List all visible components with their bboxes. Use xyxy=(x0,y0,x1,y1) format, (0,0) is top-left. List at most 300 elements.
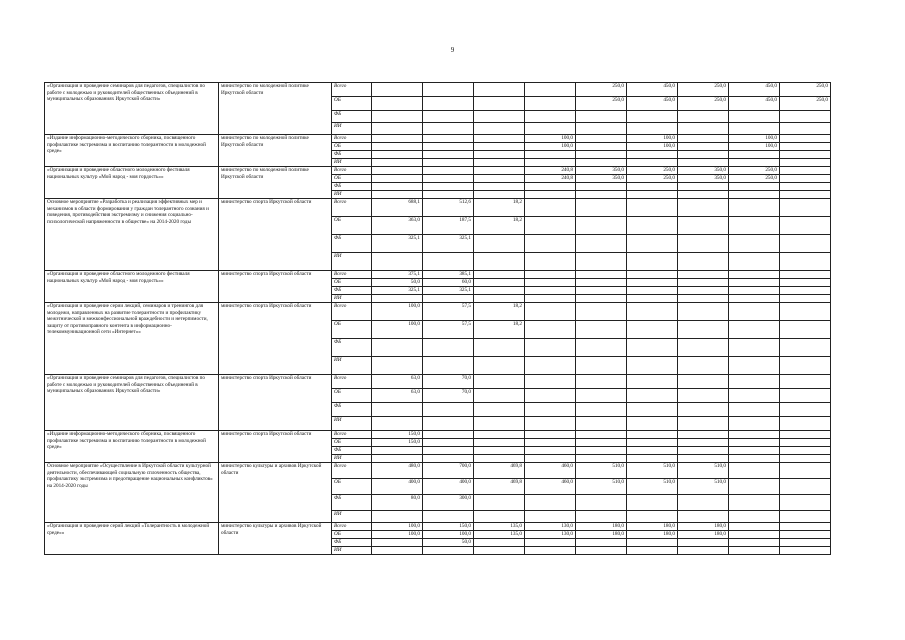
amount-cell xyxy=(576,455,627,463)
amount-cell xyxy=(678,321,729,339)
event-name-cell xyxy=(45,463,219,523)
amount-cell xyxy=(423,439,474,447)
amount-cell xyxy=(780,175,831,183)
amount-cell xyxy=(372,159,423,167)
amount-cell: 469,8 xyxy=(474,463,525,479)
funding-source-label: ФБ xyxy=(332,235,372,253)
funding-source-label: Всего xyxy=(332,83,372,97)
amount-cell xyxy=(576,547,627,555)
amount-cell: 135,0 xyxy=(474,523,525,531)
amount-cell xyxy=(372,403,423,417)
funding-source-label: Всего xyxy=(332,375,372,389)
amount-cell: 130,0 xyxy=(525,523,576,531)
amount-cell: 180,0 xyxy=(576,523,627,531)
amount-cell xyxy=(678,303,729,321)
amount-cell xyxy=(729,253,780,271)
amount-cell xyxy=(627,339,678,357)
amount-cell xyxy=(474,167,525,175)
amount-cell xyxy=(372,539,423,547)
amount-cell: 250,0 xyxy=(729,175,780,183)
amount-cell: 325,1 xyxy=(423,287,474,295)
amount-cell xyxy=(423,159,474,167)
funding-source-label: ОБ xyxy=(332,531,372,539)
amount-cell xyxy=(474,253,525,271)
funding-source-label: ОБ xyxy=(332,439,372,447)
amount-cell xyxy=(576,539,627,547)
event-name: «Организация и проведение серии лекций, семинаров и тренингов для молодежи, направленных на развитие толерантности и профилактику межэтнической и межконфессиональной враждебности и нетерпимости, защиту от противоправного контента в информационно-телекоммуникационной сети «Интернет»» xyxy=(47,303,208,335)
table-row xyxy=(45,375,831,389)
amount-cell: 187,5 xyxy=(423,217,474,235)
amount-cell xyxy=(525,217,576,235)
amount-cell xyxy=(423,511,474,523)
amount-cell: 325,1 xyxy=(372,287,423,295)
amount-cell xyxy=(627,183,678,191)
amount-cell xyxy=(474,455,525,463)
amount-cell: 130,0 xyxy=(525,531,576,539)
amount-cell xyxy=(780,235,831,253)
amount-cell: 250,0 xyxy=(780,97,831,111)
funding-source-label: Всего xyxy=(332,199,372,217)
amount-cell xyxy=(729,389,780,403)
amount-cell xyxy=(423,143,474,151)
amount-cell: 450,0 xyxy=(729,97,780,111)
amount-cell xyxy=(576,235,627,253)
amount-cell xyxy=(678,191,729,199)
amount-cell xyxy=(780,403,831,417)
amount-cell xyxy=(627,235,678,253)
amount-cell xyxy=(525,111,576,123)
amount-cell xyxy=(627,389,678,403)
amount-cell xyxy=(525,321,576,339)
amount-cell xyxy=(474,539,525,547)
amount-cell xyxy=(372,151,423,159)
amount-cell xyxy=(525,303,576,321)
amount-cell xyxy=(474,279,525,287)
amount-cell: 150,0 xyxy=(372,439,423,447)
executor-name: министерство спорта Иркутской области xyxy=(221,375,312,381)
amount-cell: 57,5 xyxy=(423,321,474,339)
amount-cell xyxy=(576,439,627,447)
amount-cell xyxy=(423,339,474,357)
amount-cell xyxy=(525,123,576,135)
funding-source-label: Всего xyxy=(332,167,372,175)
amount-cell xyxy=(372,111,423,123)
amount-cell: 100,0 xyxy=(372,523,423,531)
amount-cell xyxy=(372,547,423,555)
amount-cell: 100,0 xyxy=(729,135,780,143)
amount-cell xyxy=(729,431,780,439)
funding-source-label: ОБ xyxy=(332,279,372,287)
amount-cell xyxy=(729,271,780,279)
amount-cell: 80,0 xyxy=(372,495,423,511)
amount-cell xyxy=(372,135,423,143)
amount-cell: 70,0 xyxy=(423,389,474,403)
amount-cell xyxy=(627,111,678,123)
amount-cell xyxy=(627,217,678,235)
funding-source-label: ИИ xyxy=(332,159,372,167)
amount-cell xyxy=(474,547,525,555)
executor-cell xyxy=(219,83,332,135)
amount-cell xyxy=(576,339,627,357)
funding-source-label: ОБ xyxy=(332,321,372,339)
amount-cell: 100,0 xyxy=(525,135,576,143)
amount-cell xyxy=(729,539,780,547)
amount-cell xyxy=(627,271,678,279)
amount-cell xyxy=(627,447,678,455)
amount-cell: 480,0 xyxy=(372,463,423,479)
amount-cell xyxy=(678,511,729,523)
amount-cell xyxy=(423,357,474,375)
table-row xyxy=(45,271,831,279)
amount-cell xyxy=(525,495,576,511)
amount-cell xyxy=(627,151,678,159)
event-name-cell xyxy=(45,135,219,167)
amount-cell xyxy=(780,253,831,271)
amount-cell xyxy=(780,479,831,495)
amount-cell xyxy=(423,183,474,191)
amount-cell xyxy=(678,447,729,455)
amount-cell: 250,0 xyxy=(576,83,627,97)
amount-cell: 450,0 xyxy=(627,83,678,97)
funding-source-label: Всего xyxy=(332,431,372,439)
amount-cell xyxy=(474,235,525,253)
amount-cell xyxy=(474,495,525,511)
amount-cell xyxy=(780,167,831,175)
amount-cell xyxy=(678,287,729,295)
event-name: «Издание информационно-методического сборника, посвященного профилактике экстремизма и воспитанию толерантности в молодежной среде» xyxy=(47,135,206,154)
amount-cell xyxy=(474,191,525,199)
amount-cell: 60,0 xyxy=(423,279,474,287)
amount-cell xyxy=(423,175,474,183)
executor-name: министерство спорта Иркутской области xyxy=(221,271,312,277)
amount-cell: 50,0 xyxy=(372,279,423,287)
amount-cell xyxy=(372,83,423,97)
amount-cell xyxy=(678,547,729,555)
amount-cell xyxy=(780,357,831,375)
amount-cell xyxy=(678,431,729,439)
amount-cell: 469,8 xyxy=(474,479,525,495)
executor-name: министерство спорта Иркутской области xyxy=(221,431,312,437)
amount-cell xyxy=(525,151,576,159)
funding-source-label: ФБ xyxy=(332,151,372,159)
amount-cell xyxy=(678,123,729,135)
amount-cell xyxy=(576,143,627,151)
amount-cell xyxy=(678,199,729,217)
amount-cell xyxy=(627,417,678,431)
executor-cell xyxy=(219,463,332,523)
amount-cell xyxy=(678,217,729,235)
table-row xyxy=(45,303,831,321)
amount-cell xyxy=(525,191,576,199)
amount-cell xyxy=(525,403,576,417)
amount-cell xyxy=(627,295,678,303)
amount-cell: 450,0 xyxy=(627,97,678,111)
funding-source-label: ИИ xyxy=(332,253,372,271)
amount-cell: 100,0 xyxy=(627,143,678,151)
amount-cell xyxy=(576,389,627,403)
amount-cell: 250,0 xyxy=(627,175,678,183)
amount-cell xyxy=(627,539,678,547)
amount-cell: 150,0 xyxy=(423,523,474,531)
amount-cell: 250,0 xyxy=(576,97,627,111)
event-name: Основное мероприятие «Осуществление в Иркутской области культурной деятельности, обеспечивающей социальную сплоченность общества, профилактику экстремизма и предотвращение национальных конфликтов» на 2014-2020 годы xyxy=(47,463,213,489)
amount-cell: 375,1 xyxy=(372,271,423,279)
executor-name: министерство культуры и архивов Иркутской области xyxy=(221,523,322,536)
amount-cell xyxy=(678,143,729,151)
amount-cell: 63,0 xyxy=(372,389,423,403)
funding-source-label: ОБ xyxy=(332,175,372,183)
amount-cell xyxy=(372,167,423,175)
funding-source-label: ИИ xyxy=(332,417,372,431)
amount-cell xyxy=(627,455,678,463)
amount-cell xyxy=(678,495,729,511)
funding-source-label: ФБ xyxy=(332,447,372,455)
amount-cell xyxy=(423,253,474,271)
amount-cell xyxy=(780,321,831,339)
amount-cell xyxy=(780,303,831,321)
amount-cell xyxy=(627,287,678,295)
executor-cell xyxy=(219,135,332,167)
amount-cell: 250,0 xyxy=(678,83,729,97)
amount-cell xyxy=(576,279,627,287)
amount-cell: 100,0 xyxy=(372,531,423,539)
amount-cell xyxy=(525,439,576,447)
event-name: «Организация и проведение семинаров для педагогов, специалистов по работе с молодежью и руководителей общественных объединений в муниципальных образованиях Иркутской области» xyxy=(47,83,205,102)
amount-cell xyxy=(627,403,678,417)
amount-cell xyxy=(474,447,525,455)
amount-cell: 18,2 xyxy=(474,199,525,217)
amount-cell xyxy=(372,339,423,357)
amount-cell: 180,0 xyxy=(627,531,678,539)
amount-cell: 460,0 xyxy=(525,463,576,479)
amount-cell xyxy=(576,295,627,303)
amount-cell xyxy=(474,295,525,303)
amount-cell xyxy=(576,135,627,143)
event-name: «Организация и проведение областного молодежного фестиваля национальных культур «Мой народ - моя гордость»» xyxy=(47,167,190,180)
executor-name: министерство по молодежной политике Иркутской области xyxy=(221,135,309,148)
amount-cell xyxy=(474,417,525,431)
amount-cell xyxy=(780,539,831,547)
event-name: Основное мероприятие «Разработка и реализация эффективных мер и механизмов в области формирования у граждан толерантного сознания и поведения, противодействия экстремизму и снижения социально-психологической напряженности в обществе» на 2014-2020 годы xyxy=(47,199,209,225)
amount-cell xyxy=(372,183,423,191)
amount-cell xyxy=(474,511,525,523)
amount-cell: 100,0 xyxy=(627,135,678,143)
amount-cell xyxy=(729,447,780,455)
amount-cell xyxy=(627,303,678,321)
amount-cell xyxy=(780,531,831,539)
amount-cell xyxy=(423,97,474,111)
funding-source-label: Всего xyxy=(332,135,372,143)
amount-cell: 100,0 xyxy=(525,143,576,151)
amount-cell xyxy=(525,83,576,97)
event-name-cell xyxy=(45,199,219,271)
amount-cell xyxy=(474,271,525,279)
amount-cell xyxy=(576,495,627,511)
funding-source-label: ИИ xyxy=(332,511,372,523)
amount-cell xyxy=(372,455,423,463)
amount-cell xyxy=(525,183,576,191)
amount-cell xyxy=(729,417,780,431)
funding-source-label: ИИ xyxy=(332,123,372,135)
executor-cell xyxy=(219,431,332,463)
table-row xyxy=(45,431,831,439)
amount-cell xyxy=(627,547,678,555)
amount-cell xyxy=(780,463,831,479)
amount-cell xyxy=(576,123,627,135)
amount-cell xyxy=(474,83,525,97)
amount-cell: 63,0 xyxy=(372,375,423,389)
amount-cell xyxy=(678,111,729,123)
amount-cell xyxy=(576,431,627,439)
funding-source-label: ОБ xyxy=(332,217,372,235)
amount-cell xyxy=(729,199,780,217)
amount-cell xyxy=(525,511,576,523)
amount-cell xyxy=(576,271,627,279)
amount-cell xyxy=(678,439,729,447)
amount-cell: 700,0 xyxy=(423,463,474,479)
amount-cell xyxy=(678,235,729,253)
amount-cell xyxy=(372,253,423,271)
amount-cell xyxy=(780,183,831,191)
amount-cell: 510,0 xyxy=(576,479,627,495)
amount-cell xyxy=(627,439,678,447)
amount-cell xyxy=(474,135,525,143)
amount-cell xyxy=(423,167,474,175)
amount-cell xyxy=(525,159,576,167)
amount-cell: 510,0 xyxy=(627,463,678,479)
amount-cell: 100,0 xyxy=(729,143,780,151)
amount-cell xyxy=(780,271,831,279)
amount-cell: 150,0 xyxy=(372,431,423,439)
amount-cell: 350,0 xyxy=(576,167,627,175)
amount-cell xyxy=(576,191,627,199)
executor-cell xyxy=(219,199,332,271)
amount-cell xyxy=(678,159,729,167)
amount-cell xyxy=(780,191,831,199)
amount-cell xyxy=(627,253,678,271)
funding-source-label: ИИ xyxy=(332,455,372,463)
amount-cell xyxy=(525,455,576,463)
funding-source-label: ФБ xyxy=(332,339,372,357)
amount-cell xyxy=(780,375,831,389)
funding-source-label: ОБ xyxy=(332,389,372,403)
amount-cell xyxy=(780,123,831,135)
amount-cell: 18,2 xyxy=(474,217,525,235)
amount-cell xyxy=(474,439,525,447)
amount-cell xyxy=(423,403,474,417)
amount-cell xyxy=(729,523,780,531)
amount-cell xyxy=(525,389,576,403)
amount-cell xyxy=(627,357,678,375)
amount-cell xyxy=(729,463,780,479)
amount-cell xyxy=(627,495,678,511)
amount-cell: 70,0 xyxy=(423,375,474,389)
amount-cell xyxy=(678,135,729,143)
amount-cell xyxy=(729,511,780,523)
amount-cell: 50,0 xyxy=(423,539,474,547)
amount-cell xyxy=(729,287,780,295)
amount-cell xyxy=(729,123,780,135)
amount-cell xyxy=(525,539,576,547)
amount-cell: 300,0 xyxy=(423,495,474,511)
amount-cell xyxy=(576,375,627,389)
amount-cell xyxy=(576,321,627,339)
amount-cell xyxy=(780,523,831,531)
amount-cell xyxy=(729,321,780,339)
funding-source-label: ОБ xyxy=(332,97,372,111)
amount-cell: 363,0 xyxy=(372,217,423,235)
funding-source-label: ФБ xyxy=(332,111,372,123)
funding-source-label: ФБ xyxy=(332,183,372,191)
amount-cell xyxy=(372,97,423,111)
amount-cell xyxy=(678,417,729,431)
amount-cell xyxy=(627,321,678,339)
amount-cell: 240,8 xyxy=(525,167,576,175)
amount-cell xyxy=(576,217,627,235)
amount-cell xyxy=(678,295,729,303)
amount-cell: 180,0 xyxy=(678,523,729,531)
amount-cell xyxy=(525,375,576,389)
amount-cell xyxy=(576,199,627,217)
amount-cell: 400,0 xyxy=(423,479,474,495)
amount-cell xyxy=(474,375,525,389)
event-name-cell xyxy=(45,431,219,463)
amount-cell: 100,0 xyxy=(423,531,474,539)
amount-cell xyxy=(576,159,627,167)
amount-cell: 180,0 xyxy=(576,531,627,539)
amount-cell xyxy=(576,511,627,523)
amount-cell xyxy=(423,547,474,555)
amount-cell xyxy=(780,339,831,357)
amount-cell xyxy=(423,83,474,97)
amount-cell xyxy=(780,111,831,123)
amount-cell: 18,2 xyxy=(474,321,525,339)
amount-cell xyxy=(729,151,780,159)
amount-cell: 250,0 xyxy=(729,167,780,175)
amount-cell: 460,0 xyxy=(525,479,576,495)
amount-cell: 350,0 xyxy=(678,175,729,183)
amount-cell: 350,0 xyxy=(576,175,627,183)
event-name-cell xyxy=(45,83,219,135)
amount-cell xyxy=(372,357,423,375)
funding-source-label: ФБ xyxy=(332,403,372,417)
amount-cell xyxy=(780,199,831,217)
funding-source-label: ОБ xyxy=(332,479,372,495)
amount-cell xyxy=(780,389,831,403)
event-name: «Организация и проведение семинаров для педагогов, специалистов по работе с молодежью и руководителей общественных объединений в муниципальных образованиях Иркутской области» xyxy=(47,375,205,394)
amount-cell xyxy=(678,253,729,271)
funding-source-label: ФБ xyxy=(332,495,372,511)
funding-source-label: Всего xyxy=(332,463,372,479)
event-name-cell xyxy=(45,375,219,431)
amount-cell xyxy=(729,235,780,253)
amount-cell xyxy=(423,151,474,159)
amount-cell xyxy=(474,403,525,417)
amount-cell xyxy=(627,199,678,217)
amount-cell xyxy=(576,111,627,123)
amount-cell xyxy=(729,547,780,555)
amount-cell xyxy=(525,253,576,271)
amount-cell xyxy=(525,417,576,431)
funding-source-label: ИИ xyxy=(332,191,372,199)
executor-name: министерство по молодежной политике Иркутской области xyxy=(221,167,309,180)
amount-cell xyxy=(678,339,729,357)
amount-cell xyxy=(729,375,780,389)
amount-cell xyxy=(729,531,780,539)
table-row xyxy=(45,83,831,97)
table-row xyxy=(45,199,831,217)
amount-cell xyxy=(576,287,627,295)
